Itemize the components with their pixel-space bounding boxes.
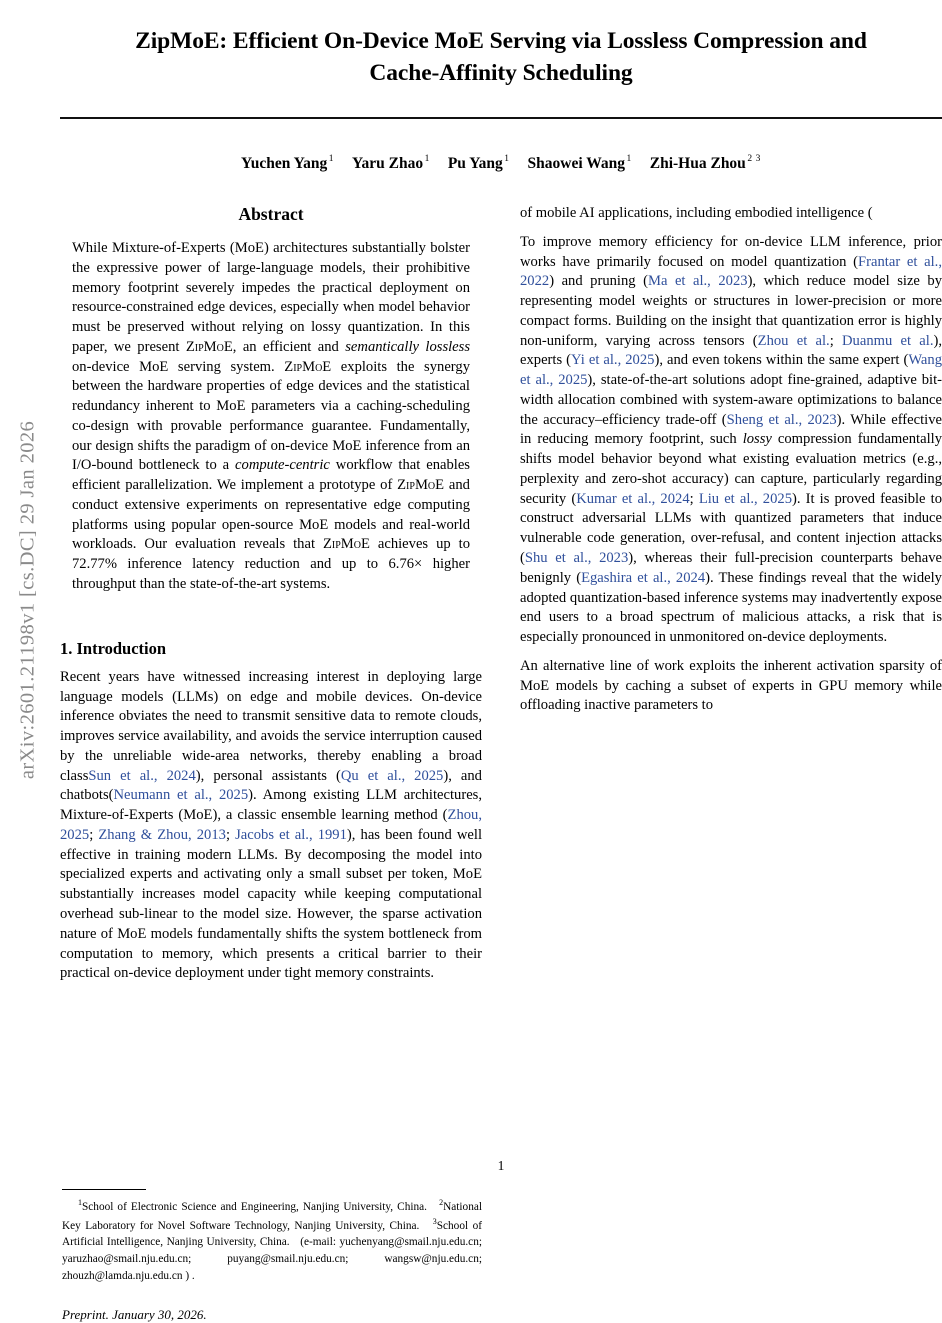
abstract-seg: workflow that enables efficient parallelization. We implement a prototype of <box>72 457 470 494</box>
citation-link[interactable]: Ma et al., 2023 <box>647 273 748 290</box>
author-entry <box>241 155 334 172</box>
abstract-metric: 72.77% <box>72 556 117 573</box>
para-seg: ). While effective in reducing memory footprint, such <box>520 411 942 448</box>
para-emphasis: lossy <box>742 431 772 448</box>
page-title <box>74 26 928 89</box>
para-seg: ), whereas their full-precision counterparts behave benignly ( <box>520 550 942 586</box>
para-seg: To improve memory efficiency for on-device LLM inference, prior works have primarily focused on model quantization ( <box>520 233 942 270</box>
citation-link[interactable]: Wang et al., 2025 <box>520 352 942 389</box>
citation-link[interactable]: Shu et al., 2023 <box>524 550 629 567</box>
abstract-emphasis: compute-centric <box>235 457 330 474</box>
para-seg: Recent years have witnessed increasing interest in deploying large language models (LLMs) on edge and mobile devices. On-device inference obviates the need to transmit sensitive data to remote clouds, improves service availability, and avoids the service interruption caused by the unreliable wide-area networks, thereby enabling a broad class <box>60 668 482 784</box>
author-entry <box>352 155 430 172</box>
author-entry <box>448 155 510 172</box>
author-affiliation-marker: 1 <box>424 154 430 165</box>
right-column <box>520 204 942 993</box>
paper-title-line-1: ZipMoE: Efficient On-Device MoE Serving via Lossless Compression and <box>135 28 867 54</box>
abstract-seg: and conduct extensive experiments on representative edge computing platforms using popular open-source MoE models and real-world workloads. Our evaluation reveals that <box>72 477 470 553</box>
citation-link[interactable]: Neumann et al., 2025 <box>113 787 249 804</box>
paper-title-line-2: Cache-Affinity Scheduling <box>369 59 633 86</box>
intro-paragraph-1 <box>60 668 482 984</box>
intro-paragraph-3: An alternative line of work exploits the inherent activation sparsity of MoE models by caching a subset of experts in GPU memory while offloading inactive parameters to <box>520 657 942 714</box>
citation-link[interactable]: Sun et al., 2024 <box>88 767 196 784</box>
affiliation-marker-2: 2 <box>439 1198 444 1207</box>
affiliation-3: School of Artificial Intelligence, Nanjing University, China. <box>62 1219 482 1249</box>
arxiv-stamp-text: arXiv:2601.21198v1 [cs.DC] 29 Jan 2026 <box>16 420 39 780</box>
para-seg: compression fundamentally shifts model behavior beyond what existing evaluation metrics (e.g., perplexity and zero-shot accuracy) can capture, particularly regarding security ( <box>520 431 942 507</box>
abstract-seg: inference latency reduction and up to <box>117 556 389 573</box>
citation-link[interactable]: Zhang & Zhou, 2013 <box>98 826 226 843</box>
para-seg: ). These findings reveal that the widely adopted quantization-based inference systems may inadvertently expose end users to a broad spectrum of malicious attacks, a risk that is especially pronounced in unmonitored on-device deployments. <box>520 569 942 646</box>
affiliation-footnote <box>62 1197 482 1285</box>
para-seg: ; <box>689 490 699 507</box>
para-seg: of mobile AI applications, including embodied intelligence ( <box>520 205 873 221</box>
citation-link[interactable]: Jacobs et al., 1991 <box>235 826 347 843</box>
citation-link[interactable]: Yi et al., 2025 <box>571 352 655 369</box>
para-seg: ; <box>225 826 236 843</box>
citation-link[interactable]: Liu et al., 2025 <box>698 490 792 507</box>
para-seg: ), which reduce model size by representing model weights or structures in lower-precision or more compact forms. Building on the insight that quantization error is highly non-uniform, varying across tensors ( <box>520 273 942 349</box>
title-block <box>60 0 942 119</box>
system-name: ZipMoE <box>322 536 370 553</box>
para-seg: ). Among existing LLM architectures, Mixture-of-Experts (MoE), a classic ensemble learning method ( <box>60 787 482 824</box>
intro-paragraph-2 <box>520 233 942 648</box>
affiliation-marker-1: 1 <box>78 1198 82 1207</box>
citation-link[interactable]: Qu et al., 2025 <box>340 767 444 784</box>
system-name: ZipMoE <box>185 338 233 355</box>
arxiv-stamp <box>0 0 56 1200</box>
para-seg: ; <box>89 826 99 843</box>
citation-link[interactable]: Egashira et al., 2024 <box>581 569 706 586</box>
footnote-block <box>60 1189 482 1323</box>
para-seg: ), personal assistants ( <box>195 767 341 784</box>
para-seg: ; <box>829 332 843 349</box>
author-affiliation-marker: 1 <box>328 154 335 165</box>
two-column-body <box>60 204 942 1323</box>
system-name: ZipMoE <box>397 477 445 494</box>
page-number: 1 <box>497 1158 505 1173</box>
system-name: ZipMoE <box>284 358 332 375</box>
citation-link[interactable]: Frantar et al., 2022 <box>520 253 942 290</box>
section-heading-introduction: 1. Introduction <box>60 638 167 658</box>
abstract-seg: While Mixture-of-Experts (MoE) architectures substantially bolster the expressive power of large-language models, their prohibitive memory footprint severely impedes the practical deployment on resource-constrained edge devices, especially when model behavior must be preserved without relying on lossy quantization. In this paper, we present <box>72 240 470 355</box>
paper-page <box>60 0 942 1323</box>
para-seg: ), and even tokens within the same expert ( <box>654 352 909 369</box>
para-seg: ) and pruning ( <box>549 273 648 290</box>
citation-link[interactable]: Zhou et al. <box>757 332 830 349</box>
abstract-emphasis: semantically lossless <box>345 338 471 355</box>
para-seg: ). It is proved feasible to construct adversarial LLMs with quantized parameters that induce vulnerable code generation, over-refusal, and content injection attacks ( <box>520 490 942 567</box>
abstract-seg: , an efficient and <box>232 338 346 355</box>
left-column <box>60 204 483 1323</box>
affiliation-2: National Key Laboratory for Novel Software Technology, Nanjing University, China. <box>62 1200 482 1232</box>
author-entry <box>528 155 632 172</box>
author-entry <box>650 155 761 172</box>
citation-link[interactable]: Kumar et al., 2024 <box>576 490 690 507</box>
citation-link[interactable]: Zhou, 2025 <box>60 807 482 843</box>
abstract-seg: exploits the synergy between the hardware properties of edge devices and the statistical redundancy inherent to MoE parameters via a caching-scheduling co-design with provable performance guarantee. Fundamentally, our design shifts the paradigm of on-device MoE inference from an I/O-bound bottleneck to a <box>72 358 470 474</box>
author-affiliation-marker: 1 <box>626 154 632 165</box>
abstract-seg: higher throughput than the state-of-the-art systems. <box>72 556 470 593</box>
author-name: Zhi-Hua Zhou <box>649 154 746 172</box>
author-name: Yaru Zhao <box>352 154 424 172</box>
author-list <box>60 154 942 173</box>
para-seg: ), state-of-the-art solutions adopt fine-grained, adaptive bit-width allocation combined with system-aware optimizations to balance the accuracy–efficiency trade-off ( <box>520 372 942 428</box>
para-seg: ), experts ( <box>520 332 942 369</box>
affiliation-1: School of Electronic Science and Engineering, Nanjing University, China. <box>82 1200 427 1213</box>
author-name: Shaowei Wang <box>527 154 626 172</box>
intro-paragraph-1-continued <box>520 204 942 224</box>
para-seg: ), and chatbots( <box>60 767 482 804</box>
affiliation-marker-3: 3 <box>432 1216 437 1226</box>
abstract-text <box>72 239 470 595</box>
citation-link[interactable]: Sheng et al., 2023 <box>726 411 837 428</box>
citation-link[interactable]: Duanmu et al. <box>842 332 934 349</box>
para-seg: ), has been found well effective in training modern LLMs. By decomposing the model into specialized experts and activating only a small subset per token, MoE substantially increases model capacity while keeping computational overhead sub-linear to the model size. However, the sparse activation nature of MoE models fundamentally shifts the system bottleneck from computation to memory, which presents a critical barrier to their practical on-device deployment under tight memory constraints. <box>60 826 483 982</box>
abstract-metric: 6.76× <box>388 556 423 573</box>
footnote-divider <box>62 1189 146 1190</box>
author-emails: (e-mail: yuchenyang@smail.nju.edu.cn; yaruzhao@smail.nju.edu.cn; puyang@smail.nju.edu.cn; wangsw@nju.edu.cn; zhouzh@lamda.nju.edu.cn ) . <box>62 1236 482 1283</box>
author-name: Yuchen Yang <box>240 154 328 172</box>
abstract-seg: achieves up to <box>369 536 470 553</box>
abstract-seg: on-device MoE serving system. <box>72 358 285 375</box>
title-divider <box>60 117 942 119</box>
author-affiliation-marker: 2 3 <box>747 154 761 165</box>
preprint-notice: Preprint. January 30, 2026. <box>62 1307 207 1323</box>
author-name: Pu Yang <box>447 154 503 172</box>
author-affiliation-marker: 1 <box>504 154 510 165</box>
abstract-heading: Abstract <box>238 204 304 224</box>
